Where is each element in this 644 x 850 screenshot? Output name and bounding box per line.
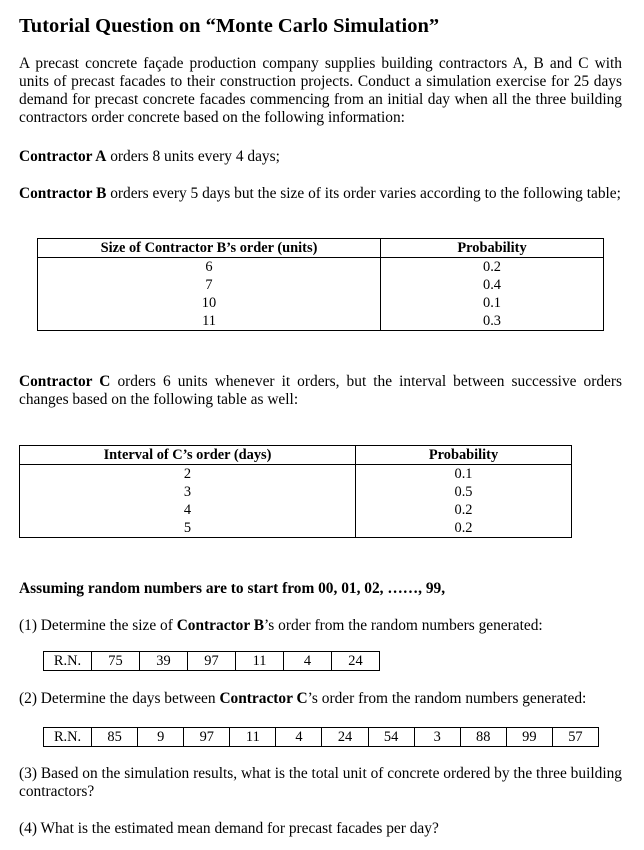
contractor-a-paragraph (19, 148, 622, 166)
table-row (44, 728, 599, 747)
question-1-prefix: (1) Determine the size of (19, 617, 177, 634)
contractor-a-name: Contractor A (19, 148, 107, 165)
random-numbers-table-1 (43, 651, 380, 671)
rn2-value: 9 (138, 728, 184, 747)
rn2-value: 54 (368, 728, 414, 747)
table-row (20, 483, 572, 501)
contractor-c-name: Contractor C (19, 373, 111, 390)
table-c-interval: 2 (20, 465, 356, 484)
table-b-size: 10 (38, 294, 381, 312)
rn2-value: 85 (92, 728, 138, 747)
table-c-probability: 0.2 (356, 501, 572, 519)
table-c-interval: 3 (20, 483, 356, 501)
contractor-c-interval-table (19, 445, 572, 538)
question-1-suffix: ’s order from the random numbers generated: (264, 617, 543, 634)
question-2-bold: Contractor C (219, 690, 308, 707)
table-b-size: 11 (38, 312, 381, 331)
table-c-probability: 0.2 (356, 519, 572, 538)
table-b-probability: 0.4 (381, 276, 604, 294)
question-1-bold: Contractor B (176, 617, 265, 634)
rn2-value: 97 (184, 728, 230, 747)
table-row (20, 519, 572, 538)
rn2-label: R.N. (44, 728, 92, 747)
document-title: Tutorial Question on “Monte Carlo Simulation” (19, 15, 440, 37)
contractor-a-text: orders 8 units every 4 days; (106, 148, 280, 165)
rn1-value: 4 (284, 652, 332, 671)
rn1-value: 24 (332, 652, 380, 671)
table-row (38, 276, 604, 294)
rn1-value: 11 (236, 652, 284, 671)
rn1-value: 75 (92, 652, 140, 671)
rn2-value: 99 (506, 728, 552, 747)
table-b-header-probability: Probability (381, 239, 604, 258)
table-c-interval: 5 (20, 519, 356, 538)
rn1-value: 39 (140, 652, 188, 671)
rn2-value: 57 (552, 728, 598, 747)
table-row (20, 465, 572, 484)
contractor-b-paragraph (19, 185, 622, 203)
table-c-header-interval: Interval of C’s order (days) (20, 446, 356, 465)
random-numbers-table-2 (43, 727, 599, 747)
question-2 (19, 690, 622, 708)
question-2-prefix: (2) Determine the days between (19, 690, 220, 707)
table-b-size: 6 (38, 258, 381, 277)
table-row (38, 312, 604, 331)
contractor-c-paragraph (19, 373, 622, 409)
question-4: (4) What is the estimated mean demand for precast facades per day? (19, 820, 439, 837)
table-b-probability: 0.1 (381, 294, 604, 312)
rn1-label: R.N. (44, 652, 92, 671)
table-row (44, 652, 380, 671)
table-b-probability: 0.3 (381, 312, 604, 331)
rn2-value: 24 (322, 728, 368, 747)
contractor-c-text: orders 6 units whenever it orders, but the interval between successive orders changes based on the following table as well: (19, 373, 622, 408)
contractor-b-text: orders every 5 days but the size of its order varies according to the following table; (106, 185, 621, 202)
rn1-value: 97 (188, 652, 236, 671)
table-row (38, 258, 604, 277)
contractor-b-order-table (37, 238, 604, 331)
table-row (20, 501, 572, 519)
table-b-header-size: Size of Contractor B’s order (units) (38, 239, 381, 258)
table-c-probability: 0.1 (356, 465, 572, 484)
contractor-b-name: Contractor B (19, 185, 107, 202)
table-row (38, 294, 604, 312)
rn2-value: 11 (230, 728, 276, 747)
question-2-suffix: ’s order from the random numbers generated: (307, 690, 587, 707)
table-b-size: 7 (38, 276, 381, 294)
question-1 (19, 617, 622, 635)
table-c-probability: 0.5 (356, 483, 572, 501)
question-3: (3) Based on the simulation results, what is the total unit of concrete ordered by the three building contractors? (19, 765, 622, 800)
rn2-value: 4 (276, 728, 322, 747)
table-c-header-probability: Probability (356, 446, 572, 465)
intro-paragraph: A precast concrete façade production company supplies building contractors A, B and C with units of precast facades to their construction projects. Conduct a simulation exercise for 25 days demand for precast concrete facades commencing from an initial day when all the three building contractors order concrete based on the following information: (19, 55, 622, 126)
assumption-text: Assuming random numbers are to start from 00, 01, 02, ……, 99, (19, 580, 446, 597)
table-b-probability: 0.2 (381, 258, 604, 277)
rn2-value: 3 (414, 728, 460, 747)
rn2-value: 88 (460, 728, 506, 747)
table-c-interval: 4 (20, 501, 356, 519)
